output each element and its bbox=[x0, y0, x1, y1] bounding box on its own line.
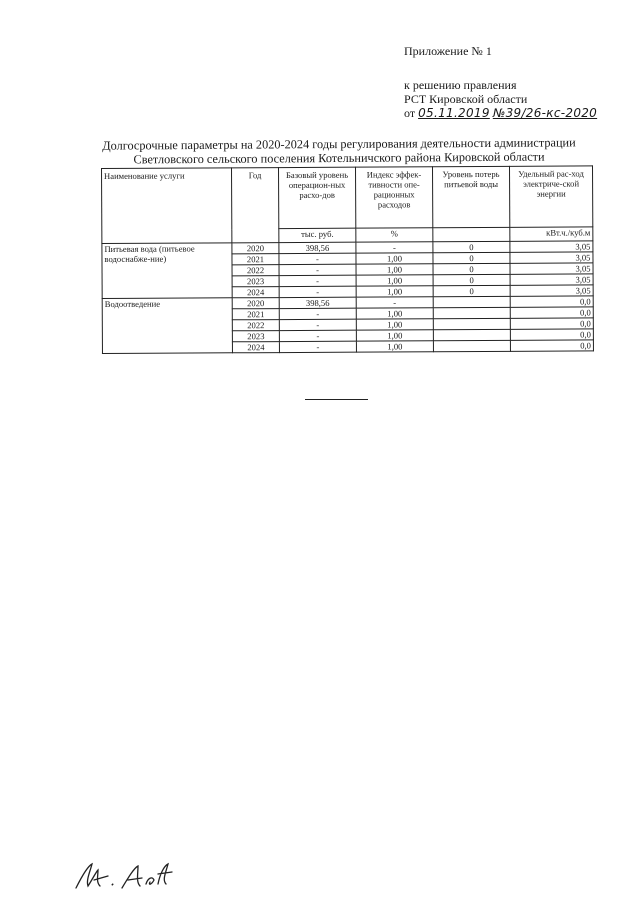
header-service-name: Наименование услуги bbox=[102, 168, 232, 244]
idx-cell: - bbox=[356, 297, 433, 308]
spec-cell: 0,0 bbox=[510, 340, 593, 351]
unit-loss bbox=[433, 227, 510, 241]
end-divider-line bbox=[305, 399, 368, 400]
spec-cell: 3,05 bbox=[510, 241, 593, 252]
spec-cell: 0,0 bbox=[510, 296, 593, 307]
header-efficiency-index: Индекс эффек-тивности опе-рационных расходов bbox=[355, 167, 432, 228]
document-title bbox=[100, 135, 578, 166]
idx-cell: 1,00 bbox=[356, 264, 433, 275]
handwritten-number: №39/26-кс-2020 bbox=[492, 106, 598, 120]
title-line-1: Долгосрочные параметры на 2020-2024 годы регулирования деятельности администрации bbox=[102, 135, 576, 153]
parameters-table-wrapper bbox=[101, 165, 594, 354]
loss-cell: 0 bbox=[433, 252, 510, 263]
parameters-table bbox=[101, 165, 594, 354]
base-cell: - bbox=[279, 275, 356, 286]
base-cell: - bbox=[279, 341, 356, 352]
year-cell: 2024 bbox=[232, 342, 279, 353]
base-cell: - bbox=[279, 264, 356, 275]
loss-cell bbox=[433, 318, 510, 329]
loss-cell bbox=[433, 340, 510, 351]
idx-cell: 1,00 bbox=[356, 308, 433, 319]
header-specific-energy: Удельный рас-ход электриче-ской энергии bbox=[509, 166, 592, 227]
loss-cell bbox=[433, 329, 510, 340]
spec-cell: 3,05 bbox=[510, 252, 593, 263]
base-cell: 398,56 bbox=[279, 297, 356, 308]
year-cell: 2022 bbox=[232, 265, 279, 276]
idx-cell: 1,00 bbox=[356, 330, 433, 341]
spec-cell: 0,0 bbox=[510, 329, 593, 340]
year-cell: 2020 bbox=[232, 298, 279, 309]
idx-cell: 1,00 bbox=[356, 341, 433, 352]
header-base-level: Базовый уровень операцион-ных расхо-дов bbox=[279, 167, 356, 228]
attachment-block bbox=[404, 44, 597, 120]
year-cell: 2024 bbox=[232, 287, 279, 298]
year-cell: 2021 bbox=[232, 309, 279, 320]
spec-cell: 3,05 bbox=[510, 274, 593, 285]
base-cell: 398,56 bbox=[279, 242, 356, 253]
base-cell: - bbox=[279, 286, 356, 297]
idx-cell: - bbox=[356, 242, 433, 253]
loss-cell bbox=[433, 307, 510, 318]
service-name-cell: Водоотведение bbox=[102, 298, 232, 354]
base-cell: - bbox=[279, 330, 356, 341]
table-header-row bbox=[102, 166, 593, 230]
base-cell: - bbox=[279, 319, 356, 330]
spec-cell: 3,05 bbox=[510, 285, 593, 296]
loss-cell bbox=[433, 296, 510, 307]
idx-cell: 1,00 bbox=[356, 286, 433, 297]
attachment-decision: к решению правления bbox=[404, 78, 517, 92]
loss-cell: 0 bbox=[433, 263, 510, 274]
header-water-loss: Уровень потерь питьевой воды bbox=[432, 166, 509, 227]
handwritten-date: 05.11.2019 bbox=[418, 106, 490, 120]
base-cell: - bbox=[279, 308, 356, 319]
year-cell: 2021 bbox=[232, 254, 279, 265]
table-body bbox=[102, 241, 594, 354]
idx-cell: 1,00 bbox=[356, 319, 433, 330]
title-line-2: Светловского сельского поселения Котельничского района Кировской области bbox=[133, 149, 545, 167]
handwritten-signature bbox=[72, 858, 182, 894]
year-cell: 2020 bbox=[232, 243, 279, 254]
attachment-authority: РСТ Кировской области bbox=[404, 92, 528, 106]
loss-cell: 0 bbox=[433, 274, 510, 285]
spec-cell: 0,0 bbox=[510, 307, 593, 318]
year-cell: 2023 bbox=[232, 331, 279, 342]
service-name-cell: Питьевая вода (питьевое водоснабже-ние) bbox=[102, 243, 232, 299]
idx-cell: 1,00 bbox=[356, 253, 433, 264]
header-year: Год bbox=[232, 168, 279, 243]
attachment-date-line bbox=[404, 106, 597, 120]
spec-cell: 3,05 bbox=[510, 263, 593, 274]
loss-cell: 0 bbox=[433, 241, 510, 252]
spec-cell: 0,0 bbox=[510, 318, 593, 329]
date-prefix: от bbox=[404, 106, 416, 120]
loss-cell: 0 bbox=[433, 285, 510, 296]
year-cell: 2022 bbox=[232, 320, 279, 331]
year-cell: 2023 bbox=[232, 276, 279, 287]
unit-idx: % bbox=[356, 228, 433, 242]
unit-base: тыс. руб. bbox=[279, 228, 356, 242]
base-cell: - bbox=[279, 253, 356, 264]
idx-cell: 1,00 bbox=[356, 275, 433, 286]
unit-spec: кВт.ч./куб.м bbox=[510, 227, 593, 241]
attachment-number: Приложение № 1 bbox=[404, 44, 492, 58]
